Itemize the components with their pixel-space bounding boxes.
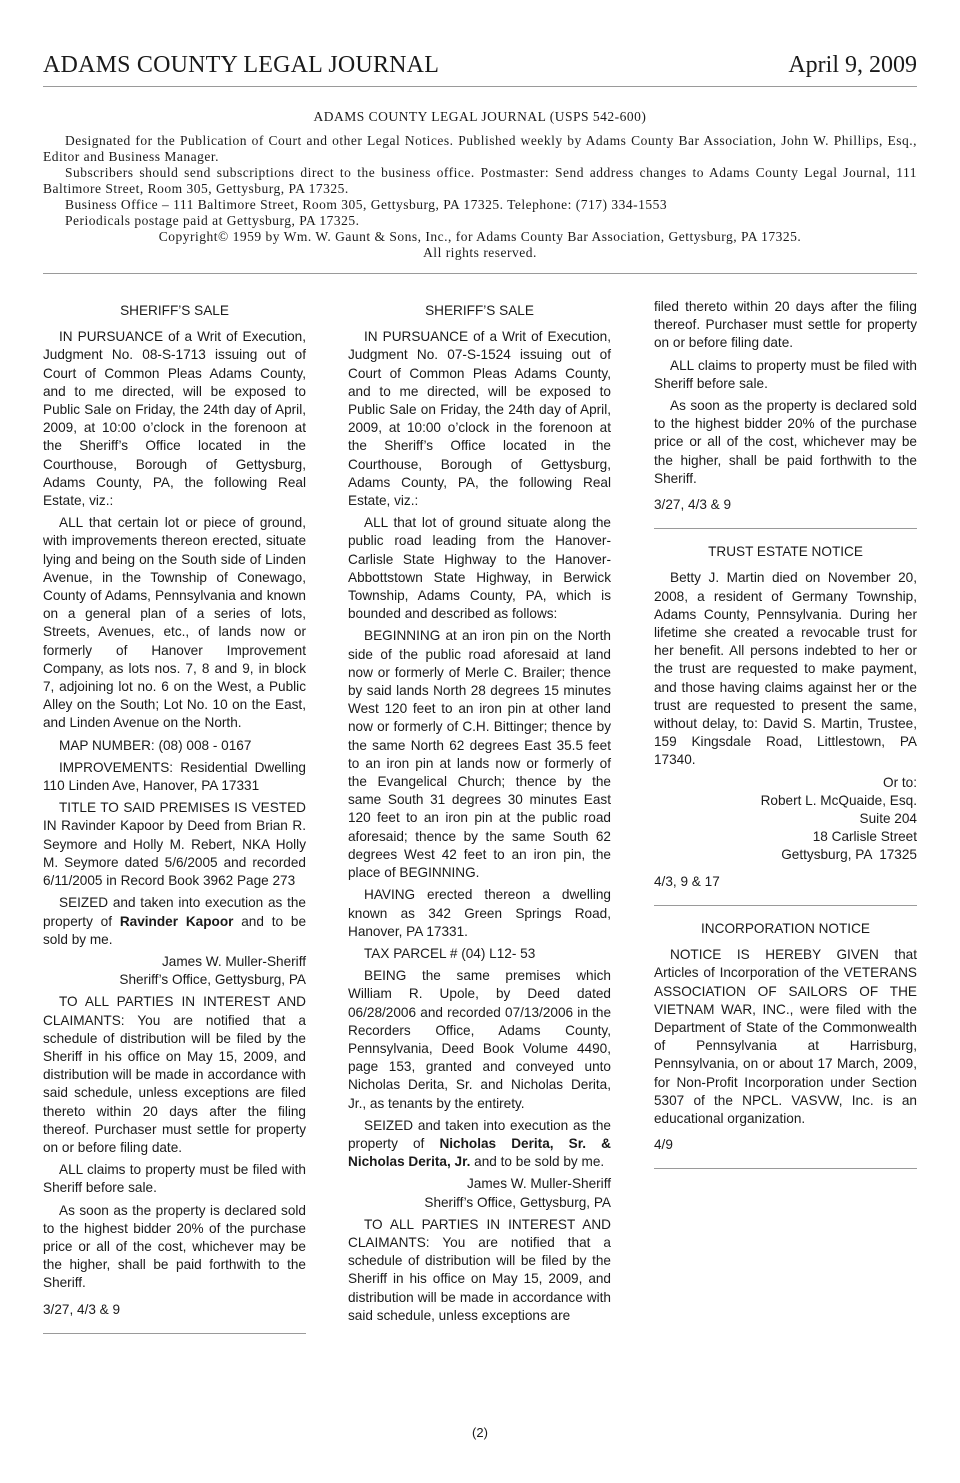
tax-parcel: TAX PARCEL # (04) L12- 53 bbox=[364, 945, 536, 961]
notice-paragraph: HAVING erected thereon a dwelling known as 342 Green Springs Road, Hanover, PA 17331. bbox=[348, 887, 611, 939]
address-line: Suite 204 bbox=[859, 811, 917, 827]
notice-paragraph: TO ALL PARTIES IN INTEREST AND CLAIMANTS: You are notified that a schedule of distribution will be filed by the Sheriff in his office on May 15, 2009, and distribution will be made in accordance with said schedule, unless exceptions are filed thereto within 20 days after the filing thereof. Purchaser must settle for property on or before filing date. bbox=[43, 994, 306, 1155]
map-number: MAP NUMBER: (08) 008 - 0167 bbox=[59, 737, 252, 753]
seized-paragraph bbox=[348, 1117, 611, 1172]
notice-paragraph: As soon as the property is declared sold to the highest bidder 20% of the purchase price or all of the cost, whichever may be the higher, shall be paid forthwith to the Sheriff. bbox=[654, 398, 917, 486]
notice-paragraph: NOTICE IS HEREBY GIVEN that Articles of Incorporation of the VETERANS ASSOCIATION OF SAILORS OF THE VIETNAM WAR, INC., were filed with the Department of State of the Commonwealth of Pennsylvania at Harrisburg, Pennsylvania, on or about 17 March, 2009, for Non-Profit Incorporation under Section 5307 of the NPCL. VASVW, Inc. is an educational organization. bbox=[654, 947, 917, 1126]
publication-dates: 3/27, 4/3 & 9 bbox=[43, 1301, 121, 1317]
notice-paragraph: BEGINNING at an iron pin on the North side of the public road aforesaid at land now or formerly of Merle C. Brailer; thence by said lands North 28 degrees 15 minutes West 120 feet to an iron pin at other land now or formerly of C.H. Bittinger; thence by the same North 62 degrees East 35.5 feet to an iron pin at lands now or formerly of the Evangelical Church; thence by the same South 31 degrees 30 minutes East 120 feet to an iron pin at the public road aforesaid; thence by the same South 62 degrees West 42 feet to an iron pin, the place of BEGINNING. bbox=[348, 628, 611, 881]
address-line: Robert L. McQuaide, Esq. bbox=[760, 792, 917, 808]
sheriff-signature: James W. Muller-Sheriff bbox=[161, 953, 306, 969]
seized-text: SEIZED and taken into execution as the property of bbox=[43, 895, 306, 929]
column-1 bbox=[43, 298, 306, 1348]
notice-heading: INCORPORATION NOTICE bbox=[701, 920, 870, 936]
address-line: Gettysburg, PA 17325 bbox=[781, 847, 917, 863]
notice-paragraph: ALL that lot of ground situate along the public road leading from the Hanover-Carlisle State Highway to the Hanover-Abbottstown State Highway, in Berwick Township, Adams County, PA, which is bounded and described as follows: bbox=[348, 515, 611, 622]
notice-paragraph: IN PURSUANCE of a Writ of Execution, Judgment No. 08-S-1713 issuing out of Court of Common Pleas Adams County, and to me directed, will be exposed to Public Sale on Friday, the 24th day of April, 2009, at 10:00 o’clock in the forenoon at the Sheriff’s Office located in the Courthouse, Borough of Gettysburg, Adams County, PA, the following Real Estate, viz.: bbox=[43, 329, 306, 509]
address-or-to: Or to: bbox=[883, 774, 917, 790]
sheriff-office: Sheriff’s Office, Gettysburg, PA bbox=[424, 1194, 611, 1210]
sheriff-signature: James W. Muller-Sheriff bbox=[466, 1176, 611, 1192]
notice-paragraph: ALL that certain lot or piece of ground, with improvements thereon erected, situate lying and being on the South side of Linden Avenue, in the Township of Conewago, County of Adams, Pennsylvania and known on a general plan of a series of lots, Streets, Avenues, etc., of lands now or formerly of Hanover Improvement Company, as lots nos. 7, 8 and 9, in block 7, adjoining lot no. 6 on the West, a Public Alley on the South; Lot No. 10 on the East, and Linden Avenue on the North. bbox=[43, 515, 306, 731]
masthead-designation: Designated for the Publication of Court and other Legal Notices. Published weekly by Adams County Bar Association, John W. Phillips, Esq., Editor and Business Manager. bbox=[43, 133, 917, 164]
divider bbox=[654, 905, 917, 906]
masthead-copyright: Copyright© 1959 by Wm. W. Gaunt & Sons, Inc., for Adams County Bar Association, Gettysburg, PA 17325. bbox=[158, 229, 802, 244]
title-vesting: TITLE TO SAID PREMISES IS VESTED IN Ravinder Kapoor by Deed from Brian R. Seymore and Holly M. Rebert, NKA Holly M. Seymore dated 5/6/2005 and recorded 6/11/2005 in Record Book 3962 Page 273 bbox=[43, 800, 306, 889]
masthead bbox=[43, 109, 917, 274]
seized-paragraph bbox=[43, 894, 306, 949]
journal-title: ADAMS COUNTY LEGAL JOURNAL bbox=[43, 52, 440, 78]
address-line: 18 Carlisle Street bbox=[812, 829, 917, 845]
masthead-postage: Periodicals postage paid at Gettysburg, PA 17325. bbox=[65, 213, 360, 228]
masthead-business-office: Business Office – 111 Baltimore Street, Room 305, Gettysburg, PA 17325. Telephone: (717) 334-1553 bbox=[65, 197, 668, 212]
notice-paragraph: ALL claims to property must be filed with Sheriff before sale. bbox=[43, 1162, 306, 1196]
notice-heading: SHERIFF’S SALE bbox=[120, 303, 229, 318]
page-number: (2) bbox=[472, 1425, 488, 1440]
notice-heading: TRUST ESTATE NOTICE bbox=[708, 544, 863, 560]
improvements: IMPROVEMENTS: Residential Dwelling 110 Linden Ave, Hanover, PA 17331 bbox=[43, 759, 306, 794]
seized-text-end: and to be sold by me. bbox=[470, 1154, 605, 1170]
divider bbox=[654, 528, 917, 529]
notice-paragraph: Betty J. Martin died on November 20, 2008, a resident of Germany Township, Adams County, Pennsylvania. During her lifetime she created a revocable trust for her benefit. All persons indebted to her or the trust are requested to make payment, and those having claims against her or the trust are requested to present the same, without delay, to: David S. Martin, Trustee, 159 Kingsdale Road, Littlestown, PA 17340. bbox=[654, 570, 917, 768]
notice-paragraph: ALL claims to property must be filed with Sheriff before sale. bbox=[654, 357, 917, 391]
column-2 bbox=[348, 298, 611, 1329]
notice-paragraph: filed thereto within 20 days after the filing thereof. Purchaser must settle for property on or before filing date. bbox=[654, 299, 917, 351]
running-header bbox=[43, 52, 917, 87]
masthead-subscriptions: Subscribers should send subscriptions direct to the business office. Postmaster: Send address changes to Adams County Legal Journal, 111 Baltimore Street, Room 305, Gettysburg, PA 17325. bbox=[43, 165, 917, 196]
notice-paragraph: As soon as the property is declared sold to the highest bidder 20% of the purchase price or all of the cost, whichever may be the higher, shall be paid forthwith to the Sheriff. bbox=[43, 1202, 306, 1291]
issue-date: April 9, 2009 bbox=[788, 52, 917, 78]
publication-dates: 4/9 bbox=[654, 1137, 673, 1153]
column-3 bbox=[654, 298, 917, 1183]
defendant-name: Nicholas Derita, Sr. & Nicholas Derita, Jr. bbox=[348, 1135, 611, 1170]
notice-heading: SHERIFF’S SALE bbox=[425, 303, 534, 318]
publication-dates: 4/3, 9 & 17 bbox=[654, 873, 720, 889]
publication-dates: 3/27, 4/3 & 9 bbox=[654, 497, 732, 513]
notice-paragraph: TO ALL PARTIES IN INTEREST AND CLAIMANTS: You are notified that a schedule of distribution will be filed by the Sheriff in his office on May 15, 2009, and distribution will be made in accordance with said schedule, unless exceptions are bbox=[348, 1216, 611, 1323]
notice-paragraph: IN PURSUANCE of a Writ of Execution, Judgment No. 07-S-1524 issuing out of Court of Common Pleas Adams County, and to me directed, will be exposed to Public Sale on Friday, the 24th day of April, 2009, at 10:00 o’clock in the forenoon at the Sheriff’s Office located in the Courthouse, Borough of Gettysburg, Adams County, PA, the following Real Estate, viz.: bbox=[348, 329, 611, 509]
seized-text-end: and to be sold by me. bbox=[43, 913, 307, 947]
divider bbox=[43, 1333, 306, 1334]
masthead-rights: All rights reserved. bbox=[423, 245, 537, 260]
divider bbox=[654, 1168, 917, 1169]
seized-text: SEIZED and taken into execution as the property of bbox=[348, 1117, 611, 1151]
notice-paragraph: BEING the same premises which William R. Upole, by Deed dated 06/28/2006 and recorded 07/13/2006 in the Recorders Office, Adams County, Pennsylvania, Deed Book Volume 4490, page 153, granted and conveyed unto Nicholas Derita, Sr. and Nicholas Derita, Jr., as tenants by the entirety. bbox=[348, 968, 611, 1111]
defendant-name: Ravinder Kapoor bbox=[119, 913, 234, 929]
sheriff-office: Sheriff’s Office, Gettysburg, PA bbox=[119, 972, 306, 988]
masthead-title: ADAMS COUNTY LEGAL JOURNAL (USPS 542-600) bbox=[313, 109, 647, 124]
